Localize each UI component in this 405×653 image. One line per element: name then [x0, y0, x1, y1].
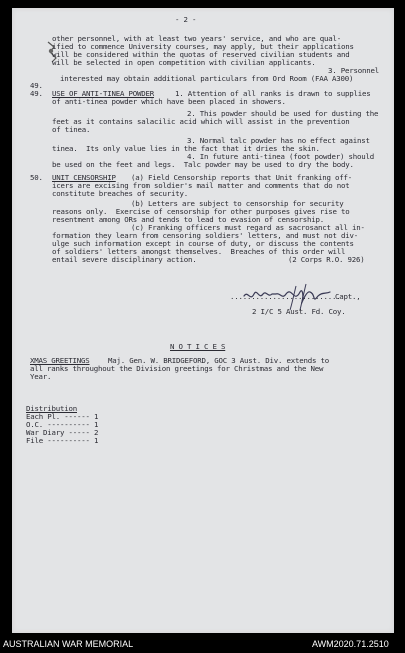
distribution-item-war-diary: War Diary ----- 2 — [26, 428, 99, 437]
distribution-heading: Distribution — [26, 404, 77, 413]
para-49-line-4: feet as it contains salacilic acid which will assist in the prevention — [52, 117, 350, 126]
heading-unit-censorship: UNIT CENSORSHIP — [52, 173, 116, 182]
para-50-line-1: (a) Field Censorship reports that Unit franking off- — [131, 173, 352, 182]
para-49-line-2: of anti-tinea powder which have been placed in showers. — [52, 97, 286, 106]
footer-institution: AUSTRALIAN WAR MEMORIAL — [3, 639, 134, 649]
para-49-line-6: 3. Normal talc powder has no effect against — [187, 136, 370, 145]
para-50-line-6: resentment among ORs and tends to lead to evasion of censorship. — [52, 215, 324, 224]
para-50-line-5: reasons only. Exercise of censorship for other purposes gives rise to — [52, 207, 350, 216]
para-50-line-7: (c) Franking officers must regard as sacrosanct all in- — [131, 223, 365, 232]
para-number-49: 49. — [30, 89, 43, 98]
para-number-50: 50. — [30, 173, 43, 182]
para-number-49-upper: 49. — [30, 81, 43, 90]
para-50-line-9: ulge such information except in course of duty, or discuss the contents — [52, 239, 354, 248]
distribution-item-pl: Each Pl. ------ 1 — [26, 412, 99, 421]
corps-reference: (2 Corps R.O. 926) — [288, 255, 365, 264]
para-cont-line-2: ified to commence University courses, may apply, but their applications — [52, 42, 354, 51]
xmas-line-2: all ranks throughout the Division greetings for Christmas and the New — [30, 364, 324, 373]
para-cont-ord-room: interested may obtain additional particulars from Ord Room (FAA A300) — [60, 74, 354, 83]
xmas-greetings-heading: XMAS GREETINGS — [30, 356, 90, 365]
signature-rank: Capt., — [335, 292, 361, 301]
xmas-line-3: Year. — [30, 372, 52, 381]
para-50-line-4: (b) Letters are subject to censorship for security — [131, 199, 344, 208]
page-number: - 2 - — [175, 15, 197, 24]
para-cont-personnel: 3. Personnel — [328, 66, 379, 75]
para-49-line-7: tinea. Its only value lies in the fact that it dries the skin. — [52, 144, 320, 153]
distribution-item-oc: O.C. ---------- 1 — [26, 420, 99, 429]
signature-line: .......................... — [230, 292, 341, 301]
distribution-item-file: File ---------- 1 — [26, 436, 99, 445]
para-cont-line-4: will be selected in open competition with civilian applicants. — [52, 58, 316, 67]
heading-anti-tinea: USE OF ANTI-TINEA POWDER — [52, 89, 154, 98]
para-50-line-2: icers are excising from soldier's mail matter and comments that do not — [52, 181, 350, 190]
para-49-line-5: of tinea. — [52, 125, 91, 134]
para-cont-line-3: will be considered within the quotas of reserved civilian students and — [52, 50, 350, 59]
para-50-line-8: formation they learn from censoring soldiers' letters, and must not div- — [52, 231, 358, 240]
notices-title: N O T I C E S — [170, 342, 226, 351]
para-49-line-9: be used on the feet and legs. Talc powder may be used to dry the body. — [52, 160, 354, 169]
document-page — [12, 8, 394, 633]
para-50-line-10: of soldiers' letters amongst themselves. Breaches of this order will — [52, 247, 346, 256]
footer-catalogue-id: AWM2020.71.2510 — [312, 639, 389, 649]
para-49-line-1: 1. Attention of all ranks is drawn to supplies — [175, 89, 371, 98]
para-50-line-3: constitute breaches of security. — [52, 189, 188, 198]
signature-unit: 2 I/C 5 Aust. Fd. Coy. — [252, 307, 346, 316]
para-cont-line-1: other personnel, with at least two years' service, and who are qual- — [52, 34, 341, 43]
para-49-line-8: 4. In future anti-tinea (foot powder) should — [187, 152, 374, 161]
para-49-line-3: 2. This powder should be used for dusting the — [187, 109, 379, 118]
para-50-line-11: entail severe disciplinary action. — [52, 255, 197, 264]
xmas-line-1: Maj. Gen. W. BRIDGEFORD, GOC 3 Aust. Div. extends to — [108, 356, 329, 365]
